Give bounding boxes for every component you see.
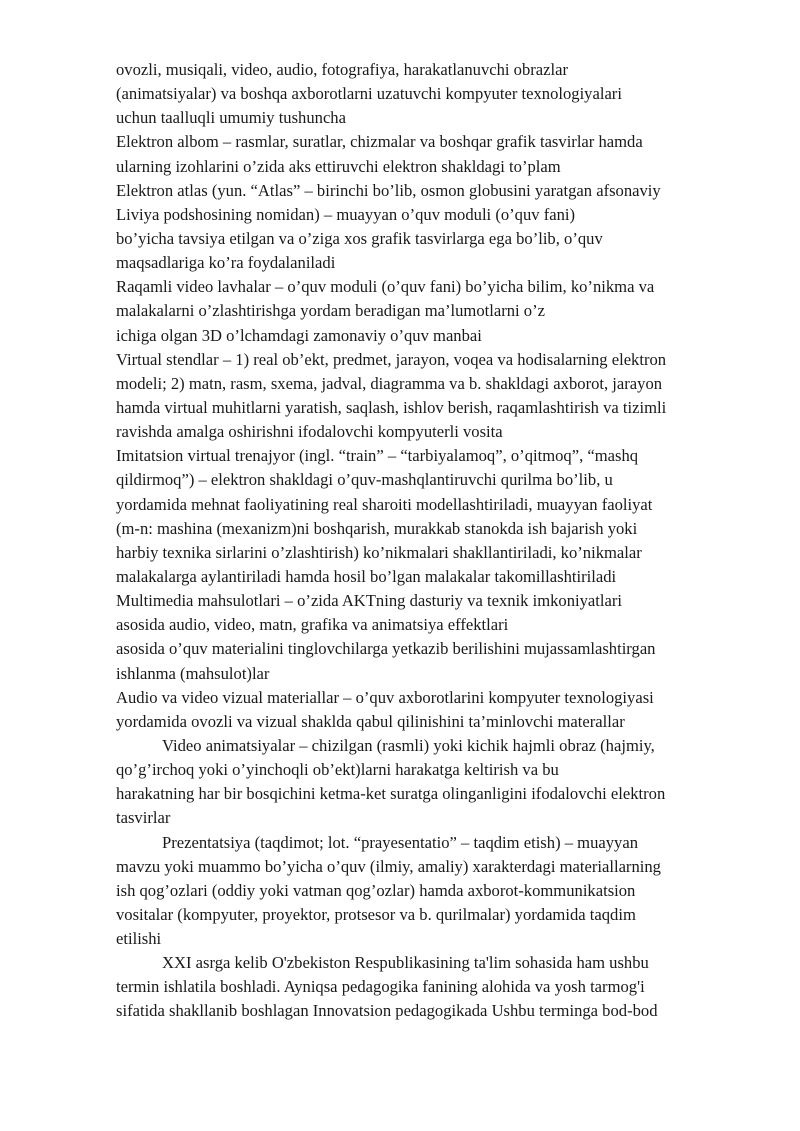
- text-line: mavzu yoki muammo bo’yicha o’quv (ilmiy, amaliy) xarakterdagi materiallarning: [116, 856, 661, 876]
- text-line: harbiy texnika sirlarini o’zlashtirish) ko’nikmalari shakllantiriladi, ko’nikmalar: [116, 542, 642, 562]
- text-line: ularning izohlarini o’zida aks ettiruvchi elektron shakldagi to’plam: [116, 156, 561, 176]
- text-line: harakatning har bir bosqichini ketma-ket suratga olinganligini ifodalovchi elektron: [116, 784, 666, 804]
- text-line: Virtual stendlar – 1) real ob’ekt, predmet, jarayon, voqea va hodisalarning elektron: [116, 349, 667, 369]
- text-line: Liviya podshosining nomidan) – muayyan o’quv moduli (o’quv fani): [116, 204, 576, 224]
- text-line: yordamida ovozli va vizual shaklda qabul qilinishini ta’minlovchi materallar: [116, 711, 625, 731]
- text-line: asosida o’quv materialini tinglovchilarga yetkazib berilishini mujassamlashtirgan: [116, 639, 656, 659]
- text-line: Raqamli video lavhalar – o’quv moduli (o’quv fani) bo’yicha bilim, ko’nikma va: [116, 277, 655, 297]
- text-line: Imitatsion virtual trenajyor (ingl. “train” – “tarbiyalamoq”, o’qitmoq”, “mashq: [116, 446, 639, 466]
- text-line: qo’g’irchoq yoki o’yinchoqli ob’ekt)larni harakatga keltirish va bu: [116, 760, 559, 780]
- text-line: ishlanma (mahsulot)lar: [116, 663, 270, 683]
- text-line: etilishi: [116, 929, 162, 949]
- text-line: Audio va video vizual materiallar – o’quv axborotlarini kompyuter texnologiyasi: [116, 687, 654, 707]
- text-line: Elektron albom – rasmlar, suratlar, chizmalar va boshqar grafik tasvirlar hamda: [116, 132, 643, 152]
- text-line: ish qog’ozlari (oddiy yoki vatman qog’ozlar) hamda axborot-kommunikatsion: [116, 880, 636, 900]
- text-line: ravishda amalga oshirishni ifodalovchi kompyuterli vosita: [116, 422, 503, 442]
- text-line: qildirmoq”) – elektron shakldagi o’quv-mashqlantiruvchi qurilma bo’lib, u: [116, 470, 613, 490]
- text-line: hamda virtual muhitlarni yaratish, saqlash, ishlov berish, raqamlashtirish va tizimli: [116, 397, 667, 417]
- text-line: Prezentatsiya (taqdimot; lot. “prayesentatio” – taqdim etish) – muayyan: [162, 832, 639, 852]
- text-line: modeli; 2) matn, rasm, sxema, jadval, diagramma va b. shakldagi axborot, jarayon: [116, 373, 663, 393]
- text-line: termin ishlatila boshladi. Ayniqsa pedagogika fanining alohida va yosh tarmog'i: [116, 977, 645, 997]
- text-line: tasvirlar: [116, 808, 171, 828]
- text-line: (animatsiyalar) va boshqa axborotlarni uzatuvchi kompyuter texnologiyalari: [116, 84, 622, 104]
- text-line: bo’yicha tavsiya etilgan va o’ziga xos grafik tasvirlarga ega bo’lib, o’quv: [116, 228, 603, 248]
- text-line: ichiga olgan 3D o’lchamdagi zamonaviy o’quv manbai: [116, 325, 482, 345]
- text-line: uchun taalluqli umumiy tushuncha: [116, 108, 346, 128]
- text-line: ovozli, musiqali, video, audio, fotografiya, harakatlanuvchi obrazlar: [116, 60, 569, 79]
- text-line: maqsadlariga ko’ra foydalaniladi: [116, 253, 336, 273]
- text-line: (m-n: mashina (mexanizm)ni boshqarish, murakkab stanokda ish bajarish yoki: [116, 518, 638, 538]
- text-line: Elektron atlas (yun. “Atlas” – birinchi bo’lib, osmon globusini yaratgan afsonaviy: [116, 180, 661, 200]
- text-line: vositalar (kompyuter, proyektor, protsesor va b. qurilmalar) yordamida taqdim: [116, 904, 636, 924]
- text-line: sifatida shakllanib boshlagan Innovatsion pedagogikada Ushbu terminga bod-bod: [116, 1001, 658, 1021]
- text-line: yordamida mehnat faoliyatining real sharoiti modellashtiriladi, muayyan faoliyat: [116, 494, 653, 514]
- text-line: malakalarga aylantiriladi hamda hosil bo’lgan malakalar takomillashtiriladi: [116, 566, 617, 586]
- text-line: asosida audio, video, matn, grafika va animatsiya effektlari: [116, 615, 509, 635]
- text-line: Video animatsiyalar – chizilgan (rasmli) yoki kichik hajmli obraz (hajmiy,: [162, 735, 655, 755]
- text-line: XXI asrga kelib O'zbekiston Respublikasining ta'lim sohasida ham ushbu: [162, 953, 649, 973]
- text-line: Multimedia mahsulotlari – o’zida AKTning dasturiy va texnik imkoniyatlari: [116, 591, 623, 611]
- text-line: malakalarni o’zlashtirishga yordam beradigan ma’lumotlarni o’z: [116, 301, 545, 321]
- document-body-text: [116, 58, 746, 1024]
